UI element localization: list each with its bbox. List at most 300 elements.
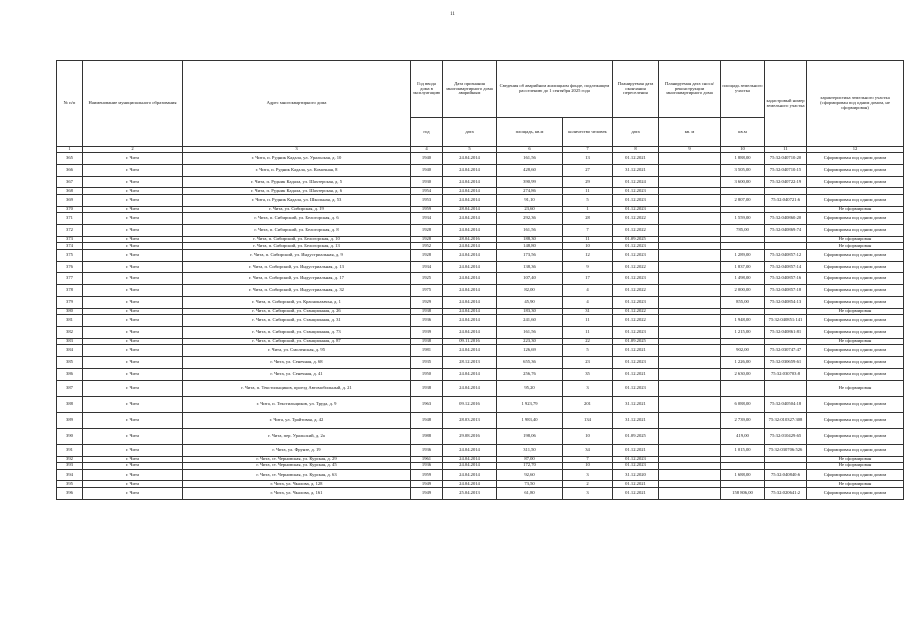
header-cadastral: кадастровый номер земельного участка [765,61,807,147]
demolition-cell [659,285,721,297]
subheader-area: площадь, кв.м [497,118,563,147]
area-cell: 183,30 [497,308,563,315]
recognition-date-cell: 24.04.2014 [443,213,497,225]
row-number: 381 [57,315,83,327]
header-emergency-info: Сведения об аварийном жилищном фонде, подлежащем расселению до 1 сентября 2025 года [497,61,613,118]
recognition-date-cell: 24.04.2014 [443,345,497,357]
recognition-date-cell: 24.04.2014 [443,456,497,463]
plot-status-cell: Не сформирован [807,456,904,463]
recognition-date-cell: 24.04.2014 [443,481,497,488]
cadastral-cell: 75:32:040710:20 [765,153,807,165]
people-cell: 11 [563,327,613,339]
area-cell: 241,60 [497,315,563,327]
year-cell: 1938 [411,380,443,396]
municipality-cell: г. Чита [83,164,183,176]
municipality-cell: г. Чита [83,213,183,225]
table-row [57,396,904,412]
recognition-date-cell: 25.04.2013 [443,487,497,499]
planned-date-cell: 01.12.2023 [613,243,659,250]
address-cell: г. Чита, п. Сибирский, ул. Индустриальная, д. 32 [183,285,411,297]
column-number: 3 [183,147,411,153]
municipality-cell: г. Чита [83,412,183,428]
table-row [57,153,904,165]
recognition-date-cell: 09.12.2016 [443,396,497,412]
planned-date-cell: 01.12.2021 [613,481,659,488]
plot-status-cell: Сформирован под одним домом [807,469,904,481]
planned-date-cell: 01.12.2023 [613,380,659,396]
year-cell: 1930 [411,176,443,188]
cadastral-cell: 75:32:010327:308 [765,412,807,428]
demolition-cell [659,273,721,285]
people-cell: 5 [563,194,613,206]
table-row [57,194,904,206]
year-cell: 1934 [411,213,443,225]
address-cell: г. Чита, п. Рудник Кадала, ул. Шахтерская, д. 6 [183,188,411,195]
year-cell: 1939 [411,327,443,339]
demolition-cell [659,428,721,444]
plot-area-cell [721,380,765,396]
year-cell: 1963 [411,396,443,412]
demolition-cell [659,249,721,261]
cadastral-cell: 75:32:040857:18 [765,285,807,297]
municipality-cell: г. Чита [83,224,183,236]
cadastral-cell: 75:32:020641:2 [765,487,807,499]
municipality-cell: г. Чита [83,469,183,481]
area-cell: 173,56 [497,249,563,261]
plot-status-cell: Сформирован под одним домом [807,249,904,261]
row-number: 378 [57,285,83,297]
people-cell: 10 [563,428,613,444]
cadastral-cell: 75:32:030703:8 [765,368,807,380]
plot-status-cell: Сформирован под одним домом [807,368,904,380]
people-cell: 12 [563,249,613,261]
plot-status-cell: Сформирован под одним домом [807,396,904,412]
cadastral-cell [765,380,807,396]
people-cell: 13 [563,153,613,165]
planned-date-cell: 01.12.2023 [613,249,659,261]
planned-date-cell: 31.12.2020 [613,469,659,481]
planned-date-cell: 01.12.2022 [613,213,659,225]
column-number: 7 [563,147,613,153]
planned-date-cell: 01.12.2022 [613,308,659,315]
year-cell: 1938 [411,338,443,345]
cadastral-cell: 75:32:040869:74 [765,224,807,236]
recognition-date-cell: 24.04.2014 [443,273,497,285]
area-cell: 161,56 [497,224,563,236]
address-cell: г. Чита, п. Рудник Кадала, ул. Шахтерская, д. 5 [183,176,411,188]
table-row [57,469,904,481]
column-number: 11 [765,147,807,153]
header-demolition: Планируемая дата сноса/реконструкции многоквартирного дома [659,61,721,118]
column-number: 4 [411,147,443,153]
plot-status-cell: Сформирован под одним домом [807,412,904,428]
cadastral-cell: 75:32:040504:18 [765,396,807,412]
people-cell: 5 [563,345,613,357]
cadastral-cell: 75:32:010429:65 [765,428,807,444]
recognition-date-cell: 24.04.2014 [443,224,497,236]
demolition-cell [659,153,721,165]
demolition-cell [659,164,721,176]
planned-date-cell: 01.12.2021 [613,368,659,380]
address-cell: г. Чита, п. Сибирский, ул. Белогорская, д. 13 [183,243,411,250]
row-number: 376 [57,261,83,273]
cadastral-cell: 75:32:040722:19 [765,176,807,188]
row-number: 370 [57,206,83,213]
page-number: 11 [450,12,455,17]
area-cell: 390,99 [497,176,563,188]
address-cell: г. Чита, ул. Смоленская, д. 95 [183,345,411,357]
plot-area-cell: 2 807,00 [721,194,765,206]
subheader-plot-sqm: кв.м [721,118,765,147]
area-cell: 655,36 [497,357,563,369]
plot-status-cell: Не сформирован [807,463,904,470]
subheader-people: количество человек [563,118,613,147]
area-cell: 61,80 [497,487,563,499]
demolition-cell [659,213,721,225]
plot-area-cell: 855,00 [721,296,765,308]
plot-status-cell: Сформирован под одним домом [807,444,904,456]
people-cell: 2 [563,481,613,488]
demolition-cell [659,412,721,428]
address-cell: г. Чита, ул. Трайтовая, д. 42 [183,412,411,428]
demolition-cell [659,315,721,327]
planned-date-cell: 01.12.2023 [613,206,659,213]
plot-status-cell: Сформирован под одним домом [807,327,904,339]
header-num: № п/п [57,61,83,147]
planned-date-cell: 01.12.2024 [613,176,659,188]
plot-area-cell: 6 088,00 [721,396,765,412]
plot-status-cell: Сформирован под одним домом [807,285,904,297]
demolition-cell [659,176,721,188]
header-municipality: Наименование муниципального образования [83,61,183,147]
recognition-date-cell: 24.04.2014 [443,261,497,273]
people-cell: 27 [563,164,613,176]
demolition-cell [659,396,721,412]
plot-status-cell: Сформирован под одним домом [807,164,904,176]
plot-area-cell: 1 888,00 [721,153,765,165]
year-cell: 1928 [411,236,443,243]
area-cell: 256,76 [497,368,563,380]
year-cell: 1929 [411,296,443,308]
cadastral-cell: 75:32:040857:14 [765,261,807,273]
year-cell: 1934 [411,261,443,273]
year-cell: 1949 [411,481,443,488]
address-cell: г. Чита, п. Сибирский, ул. Станционная, д. 31 [183,315,411,327]
recognition-date-cell: 28.03.2013 [443,412,497,428]
address-cell: г. Чита, ул. Фрунзе, д. 19 [183,444,411,456]
plot-status-cell: Сформирован под одним домом [807,213,904,225]
year-cell: 1948 [411,412,443,428]
table-row [57,213,904,225]
year-cell: 1928 [411,249,443,261]
address-cell: г. Чита, пер. Уральский, д. 2а [183,428,411,444]
planned-date-cell: 01.12.2021 [613,345,659,357]
plot-status-cell: Сформирован под одним домом [807,345,904,357]
year-cell: 1950 [411,368,443,380]
plot-area-cell: 158 806,00 [721,487,765,499]
municipality-cell: г. Чита [83,428,183,444]
row-number: 395 [57,481,83,488]
area-cell: 188,30 [497,236,563,243]
row-number: 366 [57,164,83,176]
area-cell: 91,10 [497,194,563,206]
table-row [57,261,904,273]
planned-date-cell: 01.12.2022 [613,261,659,273]
plot-area-cell: 1 215,00 [721,327,765,339]
people-cell: 201 [563,396,613,412]
municipality-cell: г. Чита [83,296,183,308]
people-cell: 11 [563,188,613,195]
address-cell: г. Чита, ул. Сенечная, д. 68 [183,357,411,369]
plot-status-cell: Не сформирован [807,380,904,396]
cadastral-cell: 75:32:030747:47 [765,345,807,357]
column-number: 6 [497,147,563,153]
planned-date-cell: 01.12.2023 [613,273,659,285]
recognition-date-cell: 24.04.2014 [443,444,497,456]
planned-date-cell: 01.12.2023 [613,296,659,308]
address-cell: г. Чита, ул. Чкалова, д. 128 [183,481,411,488]
row-number: 383 [57,338,83,345]
demolition-cell [659,368,721,380]
table-row [57,368,904,380]
demolition-cell [659,224,721,236]
row-number: 369 [57,194,83,206]
plot-status-cell: Не сформирован [807,308,904,315]
address-cell: г. Чита, ул. Сибирская, д. 19 [183,206,411,213]
people-cell: 10 [563,243,613,250]
plot-area-cell: 1 289,00 [721,249,765,261]
header-plot-area: площадь земельного участка [721,61,765,118]
area-cell: 1 923,79 [497,396,563,412]
demolition-cell [659,380,721,396]
cadastral-cell: 75:32:040861:81 [765,327,807,339]
table-row [57,285,904,297]
planned-date-cell: 01.09.2025 [613,338,659,345]
row-number: 386 [57,368,83,380]
municipality-cell: г. Чита [83,285,183,297]
row-number: 367 [57,176,83,188]
recognition-date-cell: 28.12.2013 [443,357,497,369]
row-number: 380 [57,308,83,315]
municipality-cell: г. Чита [83,396,183,412]
address-cell: г. Чита, п. Рудник Кадала, ул. Уральская, д. 10 [183,153,411,165]
row-number: 396 [57,487,83,499]
people-cell: 34 [563,444,613,456]
plot-area-cell: 902,00 [721,345,765,357]
planned-date-cell: 01.12.2023 [613,188,659,195]
address-cell: г. Чита, п. Текстильщиков, ул. Труда, д. 9 [183,396,411,412]
plot-area-cell: 1 688,00 [721,469,765,481]
recognition-date-cell: 29.08.2016 [443,428,497,444]
cadastral-cell: 75:32:040710:15 [765,164,807,176]
year-cell: 1949 [411,487,443,499]
municipality-cell: г. Чита [83,308,183,315]
table-body [57,153,904,500]
header-year-commission: Год ввода дома в эксплуатацию [411,61,443,118]
demolition-cell [659,261,721,273]
area-cell: 95,20 [497,380,563,396]
municipality-cell: г. Чита [83,481,183,488]
area-cell: 311,50 [497,444,563,456]
row-number: 377 [57,273,83,285]
people-cell: 3 [563,487,613,499]
municipality-cell: г. Чита [83,380,183,396]
demolition-cell [659,345,721,357]
year-cell: 1938 [411,308,443,315]
table-row [57,412,904,428]
demolition-cell [659,327,721,339]
plot-area-cell: 2 739,00 [721,412,765,428]
cadastral-cell: 75:32:030659:61 [765,357,807,369]
people-cell: 134 [563,412,613,428]
year-cell: 1953 [411,194,443,206]
planned-date-cell: 01.12.2023 [613,463,659,470]
table-row [57,273,904,285]
planned-date-cell: 01.09.2025 [613,428,659,444]
address-cell: г. Чита, п. Сибирский, ул. Белогорская, д. 6 [183,213,411,225]
plot-area-cell: 1 559,00 [721,213,765,225]
people-cell: 3 [563,380,613,396]
recognition-date-cell: 24.04.2014 [443,164,497,176]
plot-status-cell: Сформирован под одним домом [807,224,904,236]
area-cell: 82,00 [497,285,563,297]
row-number: 371 [57,213,83,225]
row-number: 394 [57,469,83,481]
row-number: 393 [57,463,83,470]
address-cell: г. Чита, п. Сибирский, ул. Белогорская, д. 10 [183,236,411,243]
municipality-cell: г. Чита [83,357,183,369]
municipality-cell: г. Чита [83,236,183,243]
plot-area-cell: 1 015,00 [721,444,765,456]
recognition-date-cell: 24.04.2014 [443,176,497,188]
municipality-cell: г. Чита [83,176,183,188]
row-number: 387 [57,380,83,396]
area-cell: 274,86 [497,188,563,195]
address-cell: г. Чита, п. Сибирский, ул. Индустриальная, д. 17 [183,273,411,285]
planned-date-cell: 01.12.2022 [613,285,659,297]
cadastral-cell: 75:32:040851:141 [765,315,807,327]
year-cell: 1935 [411,357,443,369]
header-address: Адрес многоквартирного дома [183,61,411,147]
recognition-date-cell: 24.04.2014 [443,249,497,261]
demolition-cell [659,487,721,499]
cadastral-cell: 75:32:040857:16 [765,273,807,285]
address-cell: г. Чита, п. Сибирский, ул. Красноказачья, д. 1 [183,296,411,308]
plot-status-cell: Сформирован под одним домом [807,357,904,369]
planned-date-cell: 01.12.2022 [613,315,659,327]
plot-area-cell: 3 505,00 [721,164,765,176]
table-row [57,428,904,444]
year-cell: 1936 [411,315,443,327]
municipality-cell: г. Чита [83,487,183,499]
subheader-date: дата [443,118,497,147]
demolition-cell [659,194,721,206]
address-cell: г. Чита, ул. Чкалова, д. 161 [183,487,411,499]
municipality-cell: г. Чита [83,444,183,456]
row-number: 388 [57,396,83,412]
table-row [57,164,904,176]
table-row [57,380,904,396]
row-number: 392 [57,456,83,463]
plot-area-cell: 1 498,00 [721,273,765,285]
people-cell: 3 [563,469,613,481]
plot-status-cell: Сформирован под одним домом [807,487,904,499]
column-number: 12 [807,147,904,153]
row-number: 382 [57,327,83,339]
municipality-cell: г. Чита [83,456,183,463]
people-cell: 9 [563,261,613,273]
demolition-cell [659,444,721,456]
municipality-cell: г. Чита [83,261,183,273]
planned-date-cell: 01.12.2021 [613,153,659,165]
table-row [57,345,904,357]
table-row [57,249,904,261]
address-cell: г. Чита, п. Текстильщиков, проезд Автомобильный, д. 21 [183,380,411,396]
recognition-date-cell: 24.04.2014 [443,463,497,470]
plot-area-cell: 1 837,00 [721,261,765,273]
table-row [57,315,904,327]
area-cell: 198,06 [497,428,563,444]
subheader-demolition-sqm: кв. м [659,118,721,147]
plot-status-cell: Сформирован под одним домом [807,261,904,273]
recognition-date-cell: 24.04.2014 [443,243,497,250]
planned-date-cell: 01.12.2023 [613,327,659,339]
people-cell: 11 [563,236,613,243]
demolition-cell [659,469,721,481]
recognition-date-cell: 24.04.2014 [443,153,497,165]
plot-status-cell: Сформирован под одним домом [807,194,904,206]
demolition-cell [659,357,721,369]
address-cell: г. Чита, п. Рудник Кадала, ул. Школьная, д. 53 [183,194,411,206]
header-planned-date: Планируемая дата окончания переселения [613,61,659,118]
table-row [57,487,904,499]
area-cell: 138,36 [497,261,563,273]
area-cell: 161,56 [497,153,563,165]
municipality-cell: г. Чита [83,368,183,380]
municipality-cell: г. Чита [83,206,183,213]
table-row [57,224,904,236]
row-number: 374 [57,243,83,250]
people-cell: 4 [563,285,613,297]
plot-area-cell: 785,00 [721,224,765,236]
subheader-planned-date: дата [613,118,659,147]
row-number: 379 [57,296,83,308]
row-number: 384 [57,345,83,357]
area-cell: 223,30 [497,338,563,345]
plot-status-cell: Сформирован под одним домом [807,428,904,444]
year-cell: 1936 [411,463,443,470]
row-number: 390 [57,428,83,444]
area-cell: 1 983,40 [497,412,563,428]
municipality-cell: г. Чита [83,273,183,285]
emergency-housing-table [56,60,904,500]
recognition-date-cell: 24.04.2014 [443,285,497,297]
plot-area-cell: 419,00 [721,428,765,444]
address-cell: г. Чита, п. Сибирский, ул. Белогорская, д. 8 [183,224,411,236]
table-row [57,296,904,308]
year-cell: 1940 [411,164,443,176]
area-cell: 148,80 [497,243,563,250]
planned-date-cell: 01.12.2023 [613,194,659,206]
row-number: 389 [57,412,83,428]
column-number: 9 [659,147,721,153]
people-cell: 22 [563,338,613,345]
table-row [57,444,904,456]
header-plot-status: характеристика земельного участка (сформирован под одним домом, не сформирован) [807,61,904,147]
people-cell: 31 [563,308,613,315]
row-number: 365 [57,153,83,165]
plot-area-cell: 1 948,00 [721,315,765,327]
